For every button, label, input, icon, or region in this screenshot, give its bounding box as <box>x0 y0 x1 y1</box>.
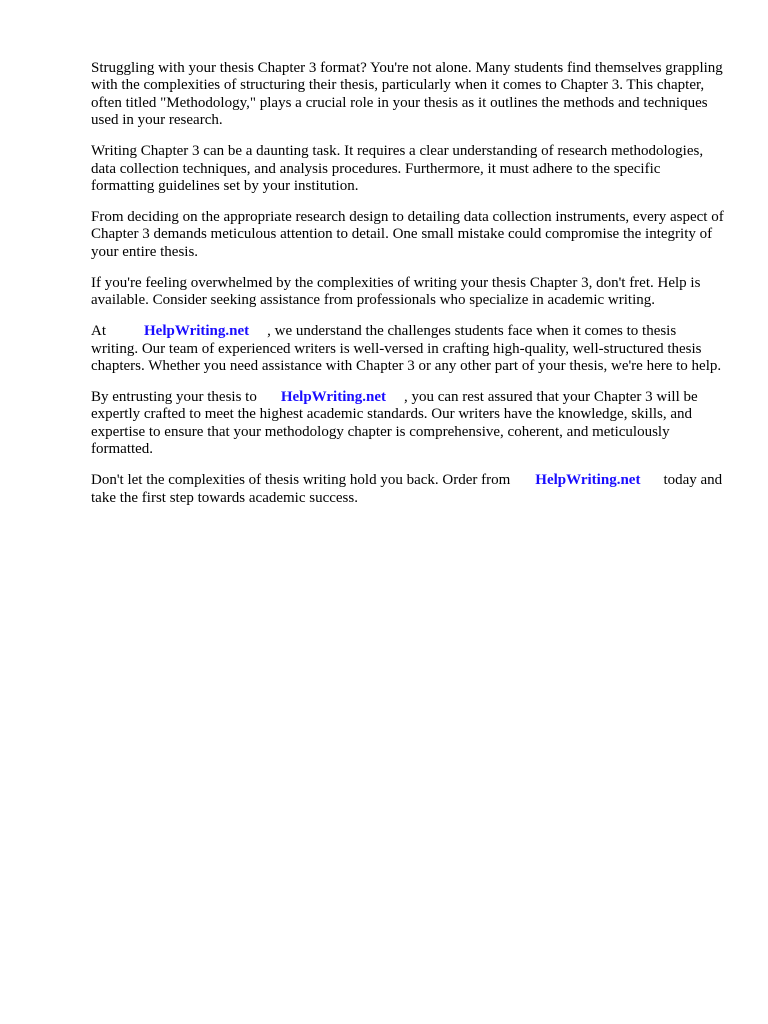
paragraph-text-after-link: , we understand the challenges students face when it comes to thesis writing. Our team of experienced writers is well-versed in crafting high-quality, well-structured thesis chapters. Whether you need assistance with Chapter 3 or any other part of your thesis, we're here to help. <box>91 323 722 375</box>
paragraph-attention-to-detail: From deciding on the appropriate research design to detailing data collection instruments, every aspect of Chapter 3 demands meticulous attention to detail. One small mistake could compromise the integrity of your entire thesis. <box>91 209 724 260</box>
paragraph-text-before-link: At <box>91 323 106 340</box>
paragraph-text-after-link: today and take the first step towards academic success. <box>91 472 723 506</box>
paragraph-text-before-link: By entrusting your thesis to <box>91 389 257 406</box>
paragraph-text-before-link: Don't let the complexities of thesis writing hold you back. Order from <box>91 472 511 489</box>
paragraph-at-helpwriting <box>91 323 727 375</box>
paragraph-text-after-link: , you can rest assured that your Chapter 3 will be expertly crafted to meet the highest academic standards. Our writers have the knowledge, skills, and expertise to ensure that your methodology chapter is comprehensive, coherent, and meticulously formatted. <box>91 389 698 458</box>
helpwriting-link[interactable]: HelpWriting.net <box>280 389 386 406</box>
paragraph-daunting-task: Writing Chapter 3 can be a daunting task. It requires a clear understanding of research methodologies, data collection techniques, and analysis procedures. Furthermore, it must adhere to the specific formatting guidelines set by your institution. <box>91 143 704 195</box>
paragraph-order-now <box>91 472 727 507</box>
helpwriting-link[interactable]: HelpWriting.net <box>535 472 641 489</box>
paragraph-entrusting-thesis <box>91 389 727 459</box>
paragraph-intro: Struggling with your thesis Chapter 3 format? You're not alone. Many students find themselves grappling with the complexities of structuring their thesis, particularly when it comes to Chapter 3. This chapter, often titled "Methodology," plays a crucial role in your thesis as it outlines the methods and techniques used in your research. <box>91 60 723 129</box>
document-page <box>91 60 727 521</box>
paragraph-help-available: If you're feeling overwhelmed by the complexities of writing your thesis Chapter 3, don't fret. Help is available. Consider seeking assistance from professionals who specialize in academic writing. <box>91 274 701 309</box>
helpwriting-link[interactable]: HelpWriting.net <box>144 323 250 340</box>
